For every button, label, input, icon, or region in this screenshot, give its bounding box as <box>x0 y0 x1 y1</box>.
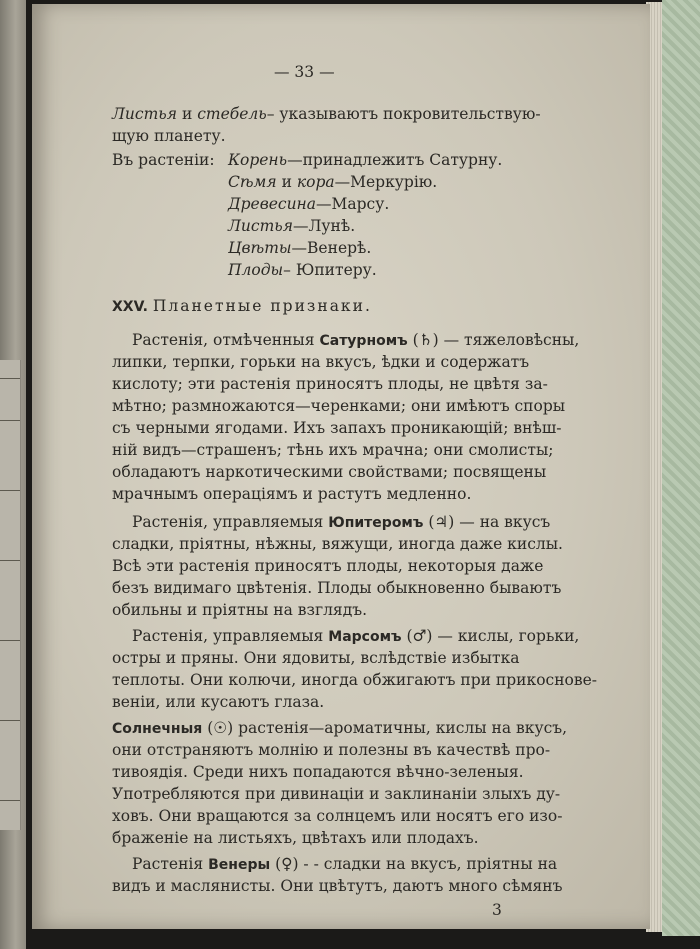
part-name: Сѣмя <box>228 173 277 191</box>
text-line: теплоты. Они колючи, иногда обжигаютъ при прикоснове- <box>112 671 598 689</box>
paragraph-first-line <box>132 626 579 648</box>
section-number: XXV. <box>112 299 148 315</box>
plant-part-row <box>228 238 371 259</box>
para-post: (☉) растенія—ароматичны, кислы на вкусъ, <box>207 719 568 737</box>
word-and: и <box>181 105 193 123</box>
plant-part-row <box>228 172 437 193</box>
text-line: сладки, пріятны, нѣжны, вяжущи, иногда даже кислы. <box>112 535 563 553</box>
text-line: обильны и пріятны на взглядъ. <box>112 601 368 619</box>
paragraph-first-line <box>132 330 579 352</box>
planet-name-mars: Марсомъ <box>328 629 402 645</box>
planet-name-sun: Солнечныя <box>112 721 203 737</box>
part-name: Плоды <box>228 261 284 279</box>
signature-mark: 3 <box>492 901 502 919</box>
part-name-2: кора <box>296 173 335 191</box>
plant-part-row <box>228 216 355 237</box>
part-name: Древесина <box>228 195 317 213</box>
text-line: тивоядія. Среди нихъ попадаются вѣчно-зеленыя. <box>112 763 524 781</box>
section-heading <box>112 296 372 318</box>
text-line: видъ и маслянисты. Они цвѣтутъ, даютъ много сѣмянъ <box>112 877 563 895</box>
section-title: Планетные признаки. <box>152 297 372 315</box>
page-number: — 33 — <box>274 63 335 81</box>
paragraph-first-line <box>132 854 557 876</box>
text-line: безъ видимаго цвѣтенія. Плоды обыкновенно бываютъ <box>112 579 562 597</box>
text-line: Всѣ эти растенія приносятъ плоды, некоторыя даже <box>112 557 544 575</box>
para-post: (♂) — кислы, горьки, <box>406 627 580 645</box>
intro-line-1 <box>112 104 541 125</box>
text-line: обладаютъ наркотическими свойствами; посвящены <box>112 463 547 481</box>
planet-name-venus: Венеры <box>208 857 271 873</box>
part-rest: —Меркурію. <box>334 173 438 191</box>
term-stem: стебель <box>197 105 267 123</box>
plant-part-row <box>228 194 389 215</box>
part-rest: —Венерѣ. <box>291 239 372 257</box>
part-rest: —Лунѣ. <box>293 217 356 235</box>
text-line: кислоту; эти растенія приносятъ плоды, не цвѣтя за- <box>112 375 548 393</box>
part-name: Листья <box>228 217 293 235</box>
previous-page-sliver <box>0 360 21 830</box>
intro-rest: – указываютъ покровительствую- <box>266 105 541 123</box>
para-post: (♄) — тяжеловѣсны, <box>412 331 580 349</box>
para-pre: Растенія, управляемыя <box>132 513 324 531</box>
para-pre: Растенія <box>132 855 204 873</box>
part-mid: и <box>281 173 292 191</box>
text-line: съ черными ягодами. Ихъ запахъ проникающій; внѣш- <box>112 419 562 437</box>
para-post: (♀) - - сладки на вкусъ, пріятны на <box>275 855 558 873</box>
part-name: Корень <box>228 151 288 169</box>
text-line: веніи, или кусаютъ глаза. <box>112 693 325 711</box>
text-line: остры и пряны. Они ядовиты, вслѣдствіе избытка <box>112 649 520 667</box>
paragraph-first-line <box>112 718 567 740</box>
text-line: ховъ. Они вращаются за солнцемъ или носятъ его изо- <box>112 807 563 825</box>
planet-name-saturn: Сатурномъ <box>319 333 408 349</box>
para-pre: Растенія, управляемыя <box>132 627 324 645</box>
text-line: липки, терпки, горьки на вкусъ, ѣдки и содержатъ <box>112 353 530 371</box>
paragraph-first-line <box>132 512 550 534</box>
planet-name-jupiter: Юпитеромъ <box>328 515 424 531</box>
part-rest: —принадлежитъ Сатурну. <box>287 151 503 169</box>
part-rest: —Марсу. <box>316 195 390 213</box>
text-line: мрачнымъ операціямъ и растутъ медленно. <box>112 485 472 503</box>
part-rest: – Юпитеру. <box>283 261 377 279</box>
text-line: они отстраняютъ молнію и полезны въ качествѣ про- <box>112 741 551 759</box>
plant-part-row <box>228 150 502 171</box>
book-cover <box>662 0 700 936</box>
plant-part-row <box>228 260 377 281</box>
text-line: браженіе на листьяхъ, цвѣтахъ или плодахъ. <box>112 829 479 847</box>
part-name: Цвѣты <box>228 239 292 257</box>
text-line: Употребляются при дивинаціи и заклинаніи злыхъ ду- <box>112 785 561 803</box>
para-post: (♃) — на вкусъ <box>428 513 551 531</box>
para-pre: Растенія, отмѣченныя <box>132 331 315 349</box>
intro-line-2: щую планету. <box>112 127 226 145</box>
text-line: ній видъ—страшенъ; тѣнь ихъ мрачна; они смолисты; <box>112 441 554 459</box>
text-line: мѣтно; размножаются—черенками; они имѣютъ споры <box>112 397 566 415</box>
term-leaves: Листья <box>112 105 177 123</box>
plant-parts-lead: Въ растеніи: <box>112 151 215 169</box>
